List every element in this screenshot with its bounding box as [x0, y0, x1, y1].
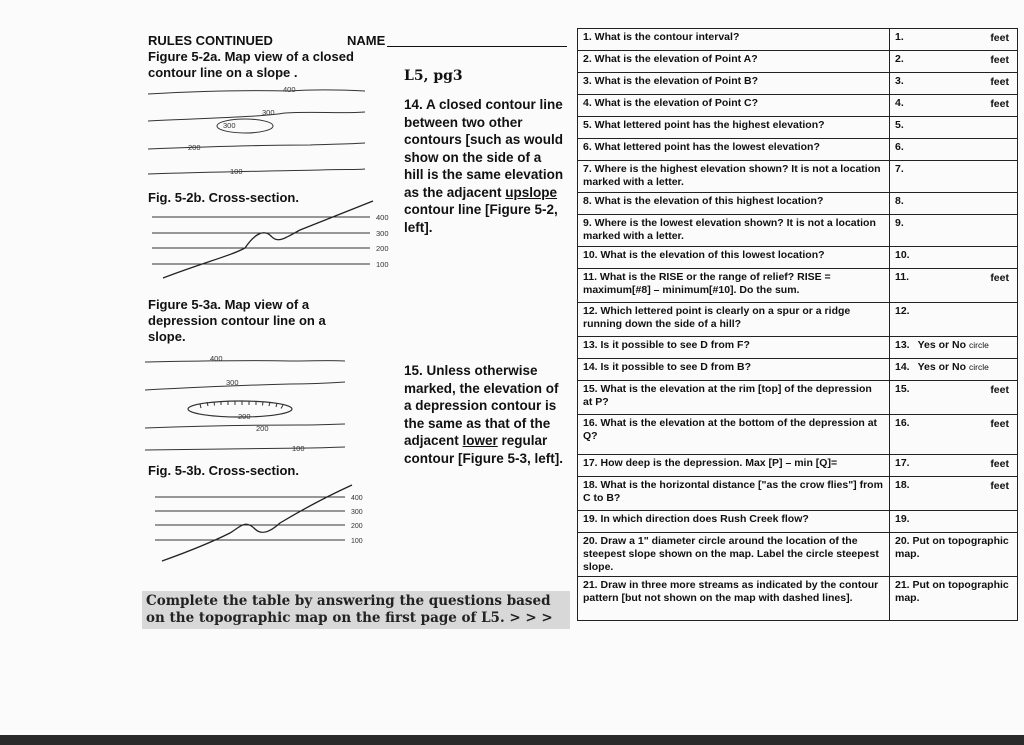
table-row	[578, 533, 1018, 577]
elevation-label: 100	[351, 538, 363, 545]
table-row	[578, 455, 1018, 477]
answer-number: 1.	[895, 31, 904, 43]
answer-number: 2.	[895, 53, 904, 65]
question-cell: 19. In which direction does Rush Creek flow?	[578, 511, 890, 533]
figure-5-3a-map	[140, 352, 360, 452]
table-row	[578, 415, 1018, 455]
answer-number: 20. Put on topographic map.	[895, 535, 1009, 560]
answer-cell[interactable]	[890, 455, 1018, 477]
question-cell: 11. What is the RISE or the range of relief? RISE = maximum[#8] – minimum[#10]. Do the sum.	[578, 269, 890, 303]
elevation-label: 200	[376, 244, 389, 253]
answer-number: 13.	[895, 339, 910, 351]
answer-number: 7.	[895, 163, 904, 175]
answer-number: 10.	[895, 249, 910, 261]
elevation-label: 100	[376, 260, 389, 269]
table-row	[578, 51, 1018, 73]
question-cell: 6. What lettered point has the lowest elevation?	[578, 139, 890, 161]
contour-line	[148, 90, 365, 94]
answer-number: 21. Put on topographic map.	[895, 579, 1009, 604]
question-cell: 18. What is the horizontal distance ["as the crow flies"] from C to B?	[578, 477, 890, 511]
table-row	[578, 577, 1018, 621]
contour-label: 300	[262, 108, 275, 117]
answer-cell[interactable]	[890, 381, 1018, 415]
table-row	[578, 477, 1018, 511]
answer-number: 15.	[895, 383, 910, 395]
table-row	[578, 139, 1018, 161]
question-cell: 12. Which lettered point is clearly on a spur or a ridge running down the side of a hill?	[578, 303, 890, 337]
contour-line	[145, 382, 345, 390]
figure-5-2a-caption: Figure 5-2a. Map view of a closed contour line on a slope .	[148, 49, 354, 80]
unit-label: feet	[990, 418, 1009, 430]
rules-continued-heading: RULES CONTINUED	[148, 33, 273, 48]
question-cell: 7. Where is the highest elevation shown? It is not a location marked with a letter.	[578, 161, 890, 193]
table-row	[578, 381, 1018, 415]
contour-label: 300	[223, 121, 236, 130]
table-row	[578, 247, 1018, 269]
table-row	[578, 161, 1018, 193]
ground-profile-line	[163, 201, 373, 278]
answer-number: 6.	[895, 141, 904, 153]
question-cell: 8. What is the elevation of this highest location?	[578, 193, 890, 215]
unit-label: feet	[990, 458, 1009, 470]
table-row	[578, 73, 1018, 95]
table-row	[578, 193, 1018, 215]
question-cell: 17. How deep is the depression. Max [P] – min [Q]=	[578, 455, 890, 477]
answer-cell[interactable]	[890, 511, 1018, 533]
table-row	[578, 359, 1018, 381]
name-label: NAME	[347, 33, 386, 48]
answer-cell[interactable]	[890, 139, 1018, 161]
circle-note: circle	[969, 340, 989, 350]
question-cell: 21. Draw in three more streams as indicated by the contour pattern [but not shown on the map with dashed lines].	[578, 577, 890, 621]
answer-number: 19.	[895, 513, 910, 525]
figure-5-3b-caption: Fig. 5-3b. Cross-section.	[148, 463, 299, 478]
unit-label: feet	[990, 480, 1009, 492]
answer-cell[interactable]	[890, 415, 1018, 455]
contour-label: 200	[238, 412, 251, 421]
answer-cell[interactable]	[890, 337, 1018, 359]
scan-edge	[0, 735, 1024, 745]
table-row	[578, 337, 1018, 359]
table-row	[578, 117, 1018, 139]
contour-label: 400	[210, 354, 223, 363]
question-cell: 16. What is the elevation at the bottom of the depression at Q?	[578, 415, 890, 455]
elevation-label: 200	[351, 523, 363, 530]
rule-15: 15. Unless otherwise marked, the elevation of a depression contour is the same as that of the adjacent lower regular contour [Figure 5-3, left].	[404, 363, 564, 466]
yes-no-choice[interactable]: Yes or No	[917, 339, 967, 351]
contour-label: 400	[283, 85, 296, 94]
answer-cell[interactable]	[890, 303, 1018, 337]
answer-cell[interactable]	[890, 215, 1018, 247]
question-cell: 9. Where is the lowest elevation shown? It is not a location marked with a letter.	[578, 215, 890, 247]
question-cell: 3. What is the elevation of Point B?	[578, 73, 890, 95]
answer-number: 8.	[895, 195, 904, 207]
unit-label: feet	[990, 98, 1009, 110]
contour-line	[145, 361, 345, 362]
answer-cell[interactable]	[890, 247, 1018, 269]
answer-cell[interactable]	[890, 29, 1018, 51]
answer-number: 17.	[895, 457, 910, 469]
table-row	[578, 269, 1018, 303]
answer-cell[interactable]	[890, 533, 1018, 577]
question-cell: 20. Draw a 1" diameter circle around the location of the steepest slope shown on the map. Label the circle steepest slope.	[578, 533, 890, 577]
answer-cell[interactable]	[890, 577, 1018, 621]
answer-number: 18.	[895, 479, 910, 491]
elevation-label: 300	[376, 229, 389, 238]
contour-label: 200	[188, 143, 201, 152]
figure-5-3b-cross-section	[145, 483, 375, 563]
elevation-label: 300	[351, 509, 363, 516]
yes-no-choice[interactable]: Yes or No	[917, 361, 967, 373]
question-cell: 10. What is the elevation of this lowest location?	[578, 247, 890, 269]
answer-cell[interactable]	[890, 73, 1018, 95]
answer-cell[interactable]	[890, 193, 1018, 215]
table-row	[578, 511, 1018, 533]
answer-cell[interactable]	[890, 117, 1018, 139]
answer-number: 16.	[895, 417, 910, 429]
table-row	[578, 29, 1018, 51]
answer-cell[interactable]	[890, 51, 1018, 73]
table-row	[578, 303, 1018, 337]
figure-5-3a-caption: Figure 5-3a. Map view of a depression contour line on a slope.	[148, 297, 326, 344]
answer-cell[interactable]	[890, 95, 1018, 117]
question-cell: 14. Is it possible to see D from B?	[578, 359, 890, 381]
contour-line	[145, 424, 345, 428]
answer-cell[interactable]	[890, 269, 1018, 303]
answer-number: 4.	[895, 97, 904, 109]
elevation-label: 400	[376, 213, 389, 222]
question-cell: 4. What is the elevation of Point C?	[578, 95, 890, 117]
question-cell: 2. What is the elevation of Point A?	[578, 51, 890, 73]
elevation-label: 400	[351, 495, 363, 502]
contour-label: 200	[256, 424, 269, 433]
page-reference: L5, pg3	[404, 68, 463, 84]
answer-cell[interactable]	[890, 359, 1018, 381]
unit-label: feet	[990, 76, 1009, 88]
question-table	[577, 28, 1018, 621]
table-row	[578, 95, 1018, 117]
answer-number: 12.	[895, 305, 910, 317]
rule-14: 14. A closed contour line between two other contours [such as would show on the side of a hill is the same elevation as the adjacent upslope contour line [Figure 5-2, left].	[404, 97, 564, 235]
answer-number: 9.	[895, 217, 904, 229]
figure-5-2a-map	[140, 82, 380, 182]
unit-label: feet	[990, 384, 1009, 396]
answer-number: 3.	[895, 75, 904, 87]
question-cell: 1. What is the contour interval?	[578, 29, 890, 51]
answer-cell[interactable]	[890, 477, 1018, 511]
answer-number: 11.	[895, 271, 910, 283]
contour-label: 100	[230, 167, 243, 176]
contour-line	[145, 447, 345, 450]
figure-5-2b-caption: Fig. 5-2b. Cross-section.	[148, 190, 299, 205]
question-cell: 5. What lettered point has the highest elevation?	[578, 117, 890, 139]
name-underline[interactable]	[387, 46, 567, 47]
answer-cell[interactable]	[890, 161, 1018, 193]
unit-label: feet	[990, 32, 1009, 44]
contour-line	[148, 169, 365, 174]
answer-number: 5.	[895, 119, 904, 131]
unit-label: feet	[990, 54, 1009, 66]
question-cell: 15. What is the elevation at the rim [top] of the depression at P?	[578, 381, 890, 415]
unit-label: feet	[990, 272, 1009, 284]
answer-number: 14.	[895, 361, 910, 373]
ground-profile-line	[162, 485, 352, 561]
instruction-banner: Complete the table by answering the questions based on the topographic map on the first page of L5. > > >	[142, 591, 570, 629]
question-cell: 13. Is it possible to see D from F?	[578, 337, 890, 359]
circle-note: circle	[969, 362, 989, 372]
contour-label: 100	[292, 444, 305, 452]
contour-line	[148, 143, 365, 149]
contour-label: 300	[226, 378, 239, 387]
figure-5-2b-cross-section	[145, 200, 395, 280]
table-row	[578, 215, 1018, 247]
